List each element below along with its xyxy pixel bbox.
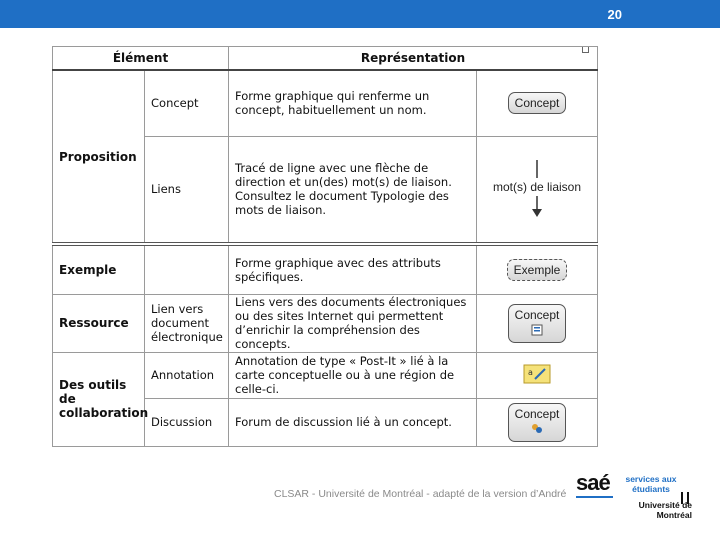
desc-annotation: Annotation de type « Post-It » lié à la carte conceptuelle ou à une région de celle-ci. (229, 352, 477, 398)
resource-node-visual (508, 304, 567, 343)
sub-exemple (145, 244, 229, 294)
desc-ressource: Liens vers des documents électroniques ou des sites Internet qui permettent d’enrichir la compréhension des concepts. (229, 294, 477, 352)
category-exemple: Exemple (53, 244, 145, 294)
table-row (53, 352, 598, 398)
arrow-down-icon (531, 196, 543, 218)
page-number: 20 (607, 7, 622, 22)
example-node-visual (507, 259, 568, 281)
sae-logo: saé (576, 470, 610, 495)
rep-ressource (477, 294, 598, 352)
discussion-node-visual (508, 403, 567, 442)
example-node-label: Exemple (513, 262, 561, 277)
rep-discussion (477, 398, 598, 446)
link-word-label: mot(s) de liaison (492, 180, 582, 195)
sub-annotation: Annotation (145, 352, 229, 398)
top-bar (0, 0, 720, 28)
line-top-icon (533, 160, 541, 178)
table-header-row (53, 47, 598, 71)
sae-logo-underline (576, 496, 613, 498)
sae-services-label: services aux étudiants (625, 474, 677, 494)
table-row (53, 70, 598, 136)
rep-liens (477, 136, 598, 244)
rep-exemple (477, 244, 598, 294)
link-visual (493, 160, 581, 218)
sub-lien-document: Lien vers document électronique (145, 294, 229, 352)
concept-node-visual (508, 92, 567, 114)
rep-concept (477, 70, 598, 136)
annotation-icon (523, 364, 551, 384)
table-row (53, 294, 598, 352)
header-element: Élément (53, 47, 229, 71)
sub-concept: Concept (145, 70, 229, 136)
category-proposition: Proposition (53, 70, 145, 244)
desc-concept: Forme graphique qui renferme un concept, habituellement un nom. (229, 70, 477, 136)
category-ressource: Ressource (53, 294, 145, 352)
document-icon (531, 324, 543, 336)
legend-table (52, 46, 598, 447)
category-outils: Des outils de collaboration (53, 352, 145, 446)
rep-annotation (477, 352, 598, 398)
discussion-icon (531, 423, 543, 435)
sub-discussion: Discussion (145, 398, 229, 446)
concept-node-label: Concept (514, 96, 560, 111)
udem-logo-text: Université de Montréal (638, 500, 692, 520)
desc-discussion: Forum de discussion lié à un concept. (229, 398, 477, 446)
desc-exemple: Forme graphique avec des attributs spécifiques. (229, 244, 477, 294)
sub-liens: Liens (145, 136, 229, 244)
table-row (53, 244, 598, 294)
footer-credit: CLSAR - Université de Montréal - adapté de la version d’André (274, 488, 567, 500)
desc-liens: Tracé de ligne avec une flèche de direction et un(des) mot(s) de liaison. Consultez le document Typologie des mots de liaison. (229, 136, 477, 244)
discussion-node-label: Concept (514, 406, 560, 421)
resource-node-label: Concept (514, 307, 560, 322)
svg-text:a: a (528, 367, 533, 377)
header-representation: Représentation (229, 47, 598, 71)
